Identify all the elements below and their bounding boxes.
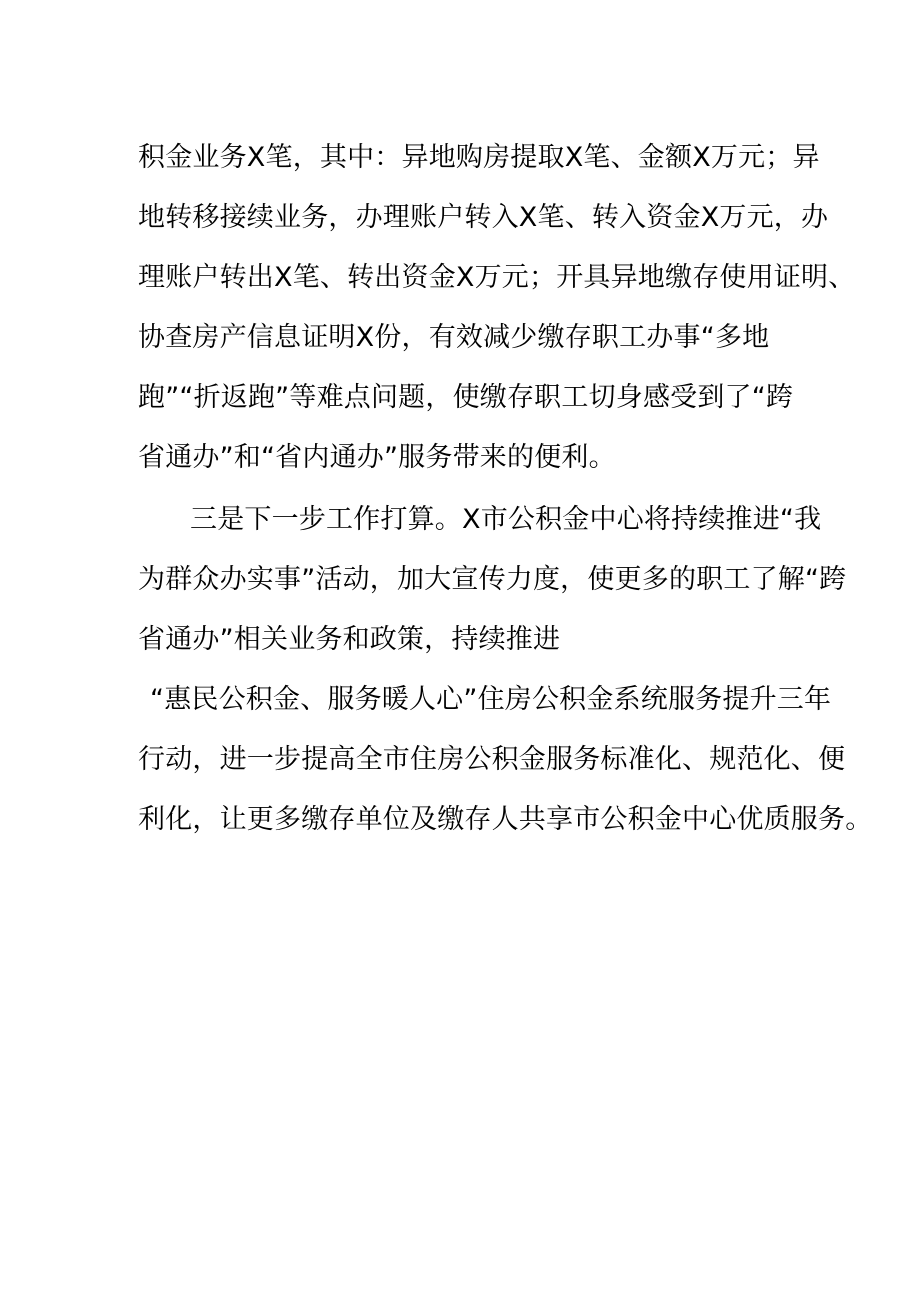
paragraph-line: “惠民公积金、服务暖人心”住房公积金系统服务提升三年	[150, 684, 832, 715]
paragraph-line: 为群众办实事”活动，加大宣传力度，使更多的职工了解“跨	[138, 564, 847, 595]
paragraph-line: 跑”“折返跑”等难点问题，使缴存职工切身感受到了“跨	[138, 382, 794, 413]
paragraph-line: 协查房产信息证明X份，有效减少缴存职工办事“多地	[138, 322, 770, 353]
paragraph-line: 利化，让更多缴存单位及缴存人共享市公积金中心优质服务。	[138, 804, 873, 835]
paragraph-line: 省通办”和“省内通办”服务带来的便利。	[138, 442, 616, 473]
paragraph-line: 理账户转出X笔、转出资金X万元；开具异地缴存使用证明、	[138, 262, 856, 293]
paragraph-line: 省通办”相关业务和政策，持续推进	[138, 624, 561, 655]
paragraph-line: 地转移接续业务，办理账户转入X笔、转入资金X万元，办	[138, 202, 829, 233]
paragraph-line: 行动，进一步提高全市住房公积金服务标准化、规范化、便	[138, 744, 846, 775]
paragraph-line: 三是下一步工作打算。X市公积金中心将持续推进“我	[190, 504, 822, 535]
paragraph-line: 积金业务X笔，其中：异地购房提取X笔、金额X万元；异	[138, 142, 820, 173]
